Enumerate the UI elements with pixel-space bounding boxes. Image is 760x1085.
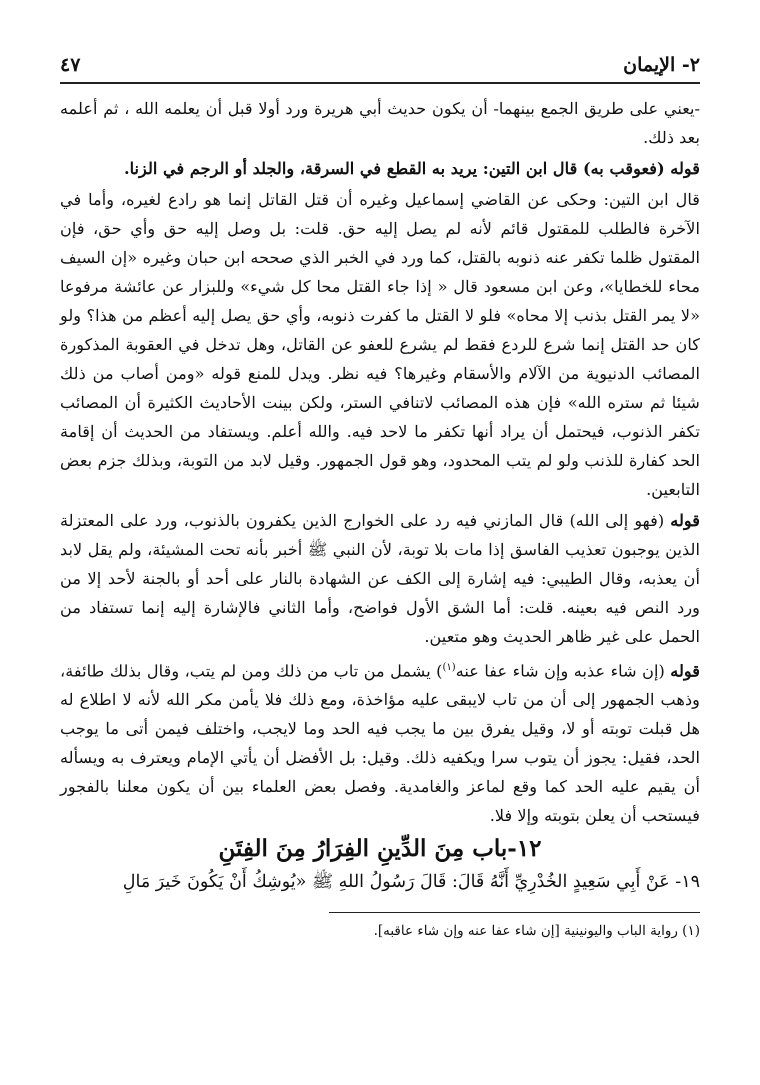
paragraph-commentary-1 bbox=[60, 154, 700, 183]
paragraph-text: (فعوقب به) قال ابن التين: يريد به القطع في السرقة، والجلد أو الرجم في الزنا. bbox=[123, 159, 671, 178]
footnote: (١) رواية الباب واليونينية [إن شاء عفا عنه وإن شاء عاقبه]. bbox=[373, 923, 700, 940]
paragraph-text: (فهو إلى الله) قال المازني فيه رد على الخوارج الذين يكفرون بالذنوب، ورد على المعتزلة الذين يوجبون تعذيب الفاسق إذا مات بلا توبة، لأن النبي ﷺ أخبر بأنه تحت المشيئة، ولم يقل لابد أن يعذبه، وقال الطيبي: فيه إشارة إلى الكف عن الشهادة بالنار على أحد أو بالجنة لأحد إلا من ورد النص فيه بعينه. قلت: أما الشق الأول فواضح، وأما الثاني فالإشارة إليه إنما تستفاد من الحمل على غير ظاهر الحديث وهو متعين. bbox=[60, 511, 700, 646]
page-header bbox=[60, 42, 700, 76]
lead-word: قوله bbox=[670, 661, 700, 681]
page-number: ٤٧ bbox=[60, 54, 81, 76]
paragraph-commentary-2: قال ابن التين: وحكى عن القاضي إسماعيل وغيره أن قتل القاتل إنما هو رادع لغيره، وأما في الآخرة فالطلب للمقتول قائم لأنه لم يصل إليه حق. قلت: بل وصل إليه حق وأي حق، فإن المقتول ظلما تكفر عنه ذنوبه بالقتل، كما ورد في الخبر الذي صححه ابن حبان وغيره «إن السيف محاء للخطايا»، وعن ابن مسعود قال « إذا جاء القتل محا كل شيء» وللبزار عن عائشة مرفوعا «لا يمر القتل بذنب إلا محاه» فلو لا القتل ما كفرت ذنوبه، وأي حق يصل إليه أعظم من هذا؟ ولو كان حد القتل إنما شرع للردع فقط لم يشرع للعفو عن القاتل، وهل تدخل في العقوبة المذكورة المصائب الدنيوية من الآلام والأسقام وغيرها؟ فيه نظر. ويدل للمنع قوله «ومن أصاب من ذلك شيئا ثم ستره الله» فإن هذه المصائب لاتنافي الستر، ولكن بينت الأحاديث الكثيرة أن المصائب تكفر الذنوب، فيحتمل أن يراد أنها تكفر ما لاحد فيه. والله أعلم. ويستفاد من الحديث أن إقامة الحد كفارة للذنب ولو لم يتب المحدود، وهو قول الجمهور. وقيل لابد من التوبة، وبذلك جزم بعض التابعين. bbox=[60, 190, 700, 499]
hadith-line: ١٩- عَنْ أَبِي سَعِيدٍ الخُدْرِيِّ أَنَّهُ قَالَ: قَالَ رَسُولُ اللهِ ﷺ «يُوشِكُ أَنْ يَكُونَ خَيرَ مَالِ bbox=[122, 872, 700, 893]
paragraph-commentary-4 bbox=[60, 653, 700, 830]
paragraph-text-b: ) يشمل من تاب من ذلك ومن لم يتب، وقال بذلك طائفة، وذهب الجمهور إلى أن من تاب لايبقى عليه مؤاخذة، ومع ذلك فلا يأمن مكر الله لأنه لا اطلاع له هل قبلت توبته أو لا، وقيل يفرق بين ما يجب فيه الحد وما لايجب، واختلف فيمن أتى ما يوجب الحد، فقيل: يجوز أن يتوب سرا ويكفيه ذلك. وقيل: بل الأفضل أن يأتي الإمام ويعترف به ويسأله أن يقيم عليه الحد كما وقع لماعز والغامدية. وفصل بعض العلماء بين أن يكون معلنا بالفجور فيستحب أن يعلن بتوبته وإلا فلا. bbox=[60, 661, 700, 826]
paragraph-continuation: -يعني على طريق الجمع بينهما- أن يكون حديث أبي هريرة ورد أولا قبل أن يعلمه الله ، ثم أعلمه بعد ذلك. bbox=[60, 99, 700, 147]
footnote-marker: (١) bbox=[442, 662, 456, 673]
paragraph-commentary-3 bbox=[60, 506, 700, 651]
paragraph-text-a: (إن شاء عذبه وإن شاء عفا عنه bbox=[455, 661, 671, 681]
chapter-heading: ١٢-باب مِنَ الدِّينِ الفِرَارُ مِنَ الفِتَنِ bbox=[218, 835, 542, 863]
header-rule bbox=[60, 82, 700, 84]
lead-word: قوله bbox=[670, 159, 700, 178]
lead-word: قوله bbox=[670, 511, 700, 530]
footnote-rule bbox=[329, 912, 700, 913]
running-title: ٢- الإيمان bbox=[623, 54, 700, 76]
